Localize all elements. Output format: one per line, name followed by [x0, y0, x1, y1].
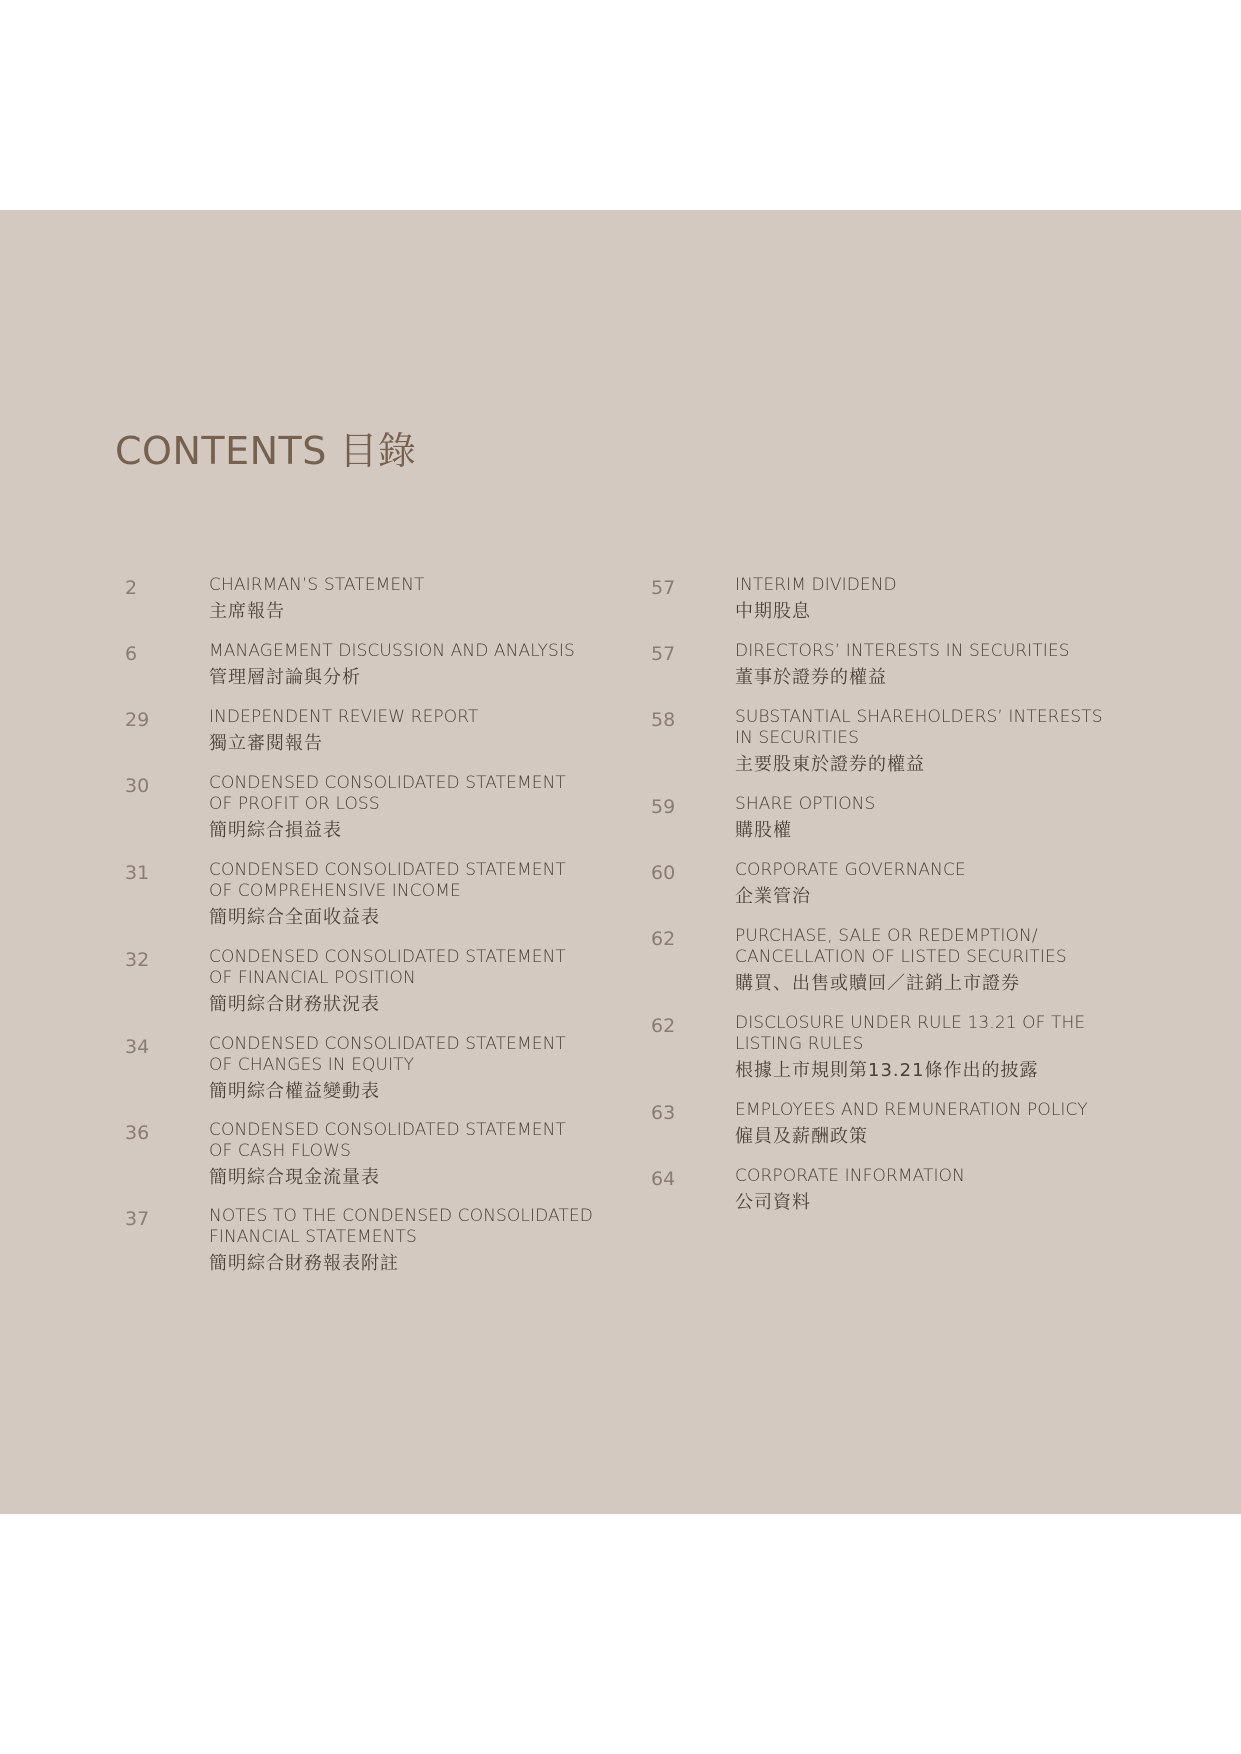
- toc-title-zh: 主席報告: [209, 601, 285, 622]
- toc-title-zh: 根據上市規則第13.21條作出的披露: [735, 1060, 1039, 1081]
- toc-page-number: 2: [125, 577, 138, 599]
- toc-page-number: 57: [651, 643, 676, 665]
- toc-title-en: CONDENSED CONSOLIDATED STATEMENT OF CHANGES IN EQUITY: [209, 1034, 566, 1075]
- toc-title-zh: 獨立審閱報告: [209, 733, 323, 754]
- toc-title-en: CONDENSED CONSOLIDATED STATEMENT OF FINANCIAL POSITION: [209, 947, 566, 988]
- toc-title-en: MANAGEMENT DISCUSSION AND ANALYSIS: [209, 641, 575, 661]
- toc-title-en: INTERIM DIVIDEND: [735, 575, 897, 595]
- toc-page-number: 60: [651, 862, 676, 884]
- toc-title-zh: 簡明綜合財務狀況表: [209, 994, 380, 1015]
- toc-title-zh: 購買、出售或贖回／註銷上市證券: [735, 973, 1020, 994]
- toc-page-number: 59: [651, 796, 676, 818]
- toc-title-zh: 簡明綜合財務報表附註: [209, 1253, 399, 1274]
- toc-page-number: 57: [651, 577, 676, 599]
- toc-title-en: CHAIRMAN’S STATEMENT: [209, 575, 425, 595]
- toc-title-en: DISCLOSURE UNDER RULE 13.21 OF THE LISTING RULES: [735, 1013, 1086, 1054]
- toc-title-zh: 簡明綜合權益變動表: [209, 1081, 380, 1102]
- toc-page-number: 34: [125, 1036, 150, 1058]
- toc-title-zh: 簡明綜合現金流量表: [209, 1167, 380, 1188]
- toc-page-number: 30: [125, 775, 150, 797]
- toc-title-zh: 公司資料: [735, 1192, 811, 1213]
- toc-title-en: CONDENSED CONSOLIDATED STATEMENT OF CASH FLOWS: [209, 1120, 566, 1161]
- toc-title-en: INDEPENDENT REVIEW REPORT: [209, 707, 479, 727]
- toc-title-zh: 管理層討論與分析: [209, 667, 361, 688]
- toc-title-en: CONDENSED CONSOLIDATED STATEMENT OF COMPREHENSIVE INCOME: [209, 860, 566, 901]
- toc-title-zh: 簡明綜合全面收益表: [209, 907, 380, 928]
- toc-title-zh: 中期股息: [735, 601, 811, 622]
- toc-title-zh: 購股權: [735, 820, 792, 841]
- page-title: CONTENTS 目錄: [115, 429, 417, 473]
- toc-title-en: SHARE OPTIONS: [735, 794, 876, 814]
- toc-page-number: 63: [651, 1102, 676, 1124]
- toc-page-number: 37: [125, 1208, 150, 1230]
- toc-title-zh: 主要股東於證券的權益: [735, 754, 925, 775]
- toc-page-number: 29: [125, 709, 150, 731]
- toc-title-en: PURCHASE, SALE OR REDEMPTION/ CANCELLATION OF LISTED SECURITIES: [735, 926, 1067, 967]
- toc-page-number: 6: [125, 643, 138, 665]
- toc-title-en: CORPORATE GOVERNANCE: [735, 860, 966, 880]
- toc-title-zh: 企業管治: [735, 886, 811, 907]
- toc-page-number: 62: [651, 1015, 676, 1037]
- toc-title-zh: 簡明綜合損益表: [209, 820, 342, 841]
- toc-title-zh: 僱員及薪酬政策: [735, 1126, 868, 1147]
- toc-title-zh: 董事於證券的權益: [735, 667, 887, 688]
- toc-page-number: 32: [125, 949, 150, 971]
- toc-page-number: 64: [651, 1168, 676, 1190]
- toc-page-number: 31: [125, 862, 150, 884]
- toc-title-en: CORPORATE INFORMATION: [735, 1166, 965, 1186]
- toc-page-number: 62: [651, 928, 676, 950]
- toc-title-en: NOTES TO THE CONDENSED CONSOLIDATED FINANCIAL STATEMENTS: [209, 1206, 593, 1247]
- toc-title-en: SUBSTANTIAL SHAREHOLDERS’ INTERESTS IN SECURITIES: [735, 707, 1103, 748]
- toc-title-en: DIRECTORS’ INTERESTS IN SECURITIES: [735, 641, 1070, 661]
- toc-page-number: 58: [651, 709, 676, 731]
- toc-page-number: 36: [125, 1122, 150, 1144]
- toc-title-en: EMPLOYEES AND REMUNERATION POLICY: [735, 1100, 1088, 1120]
- toc-title-en: CONDENSED CONSOLIDATED STATEMENT OF PROFIT OR LOSS: [209, 773, 566, 814]
